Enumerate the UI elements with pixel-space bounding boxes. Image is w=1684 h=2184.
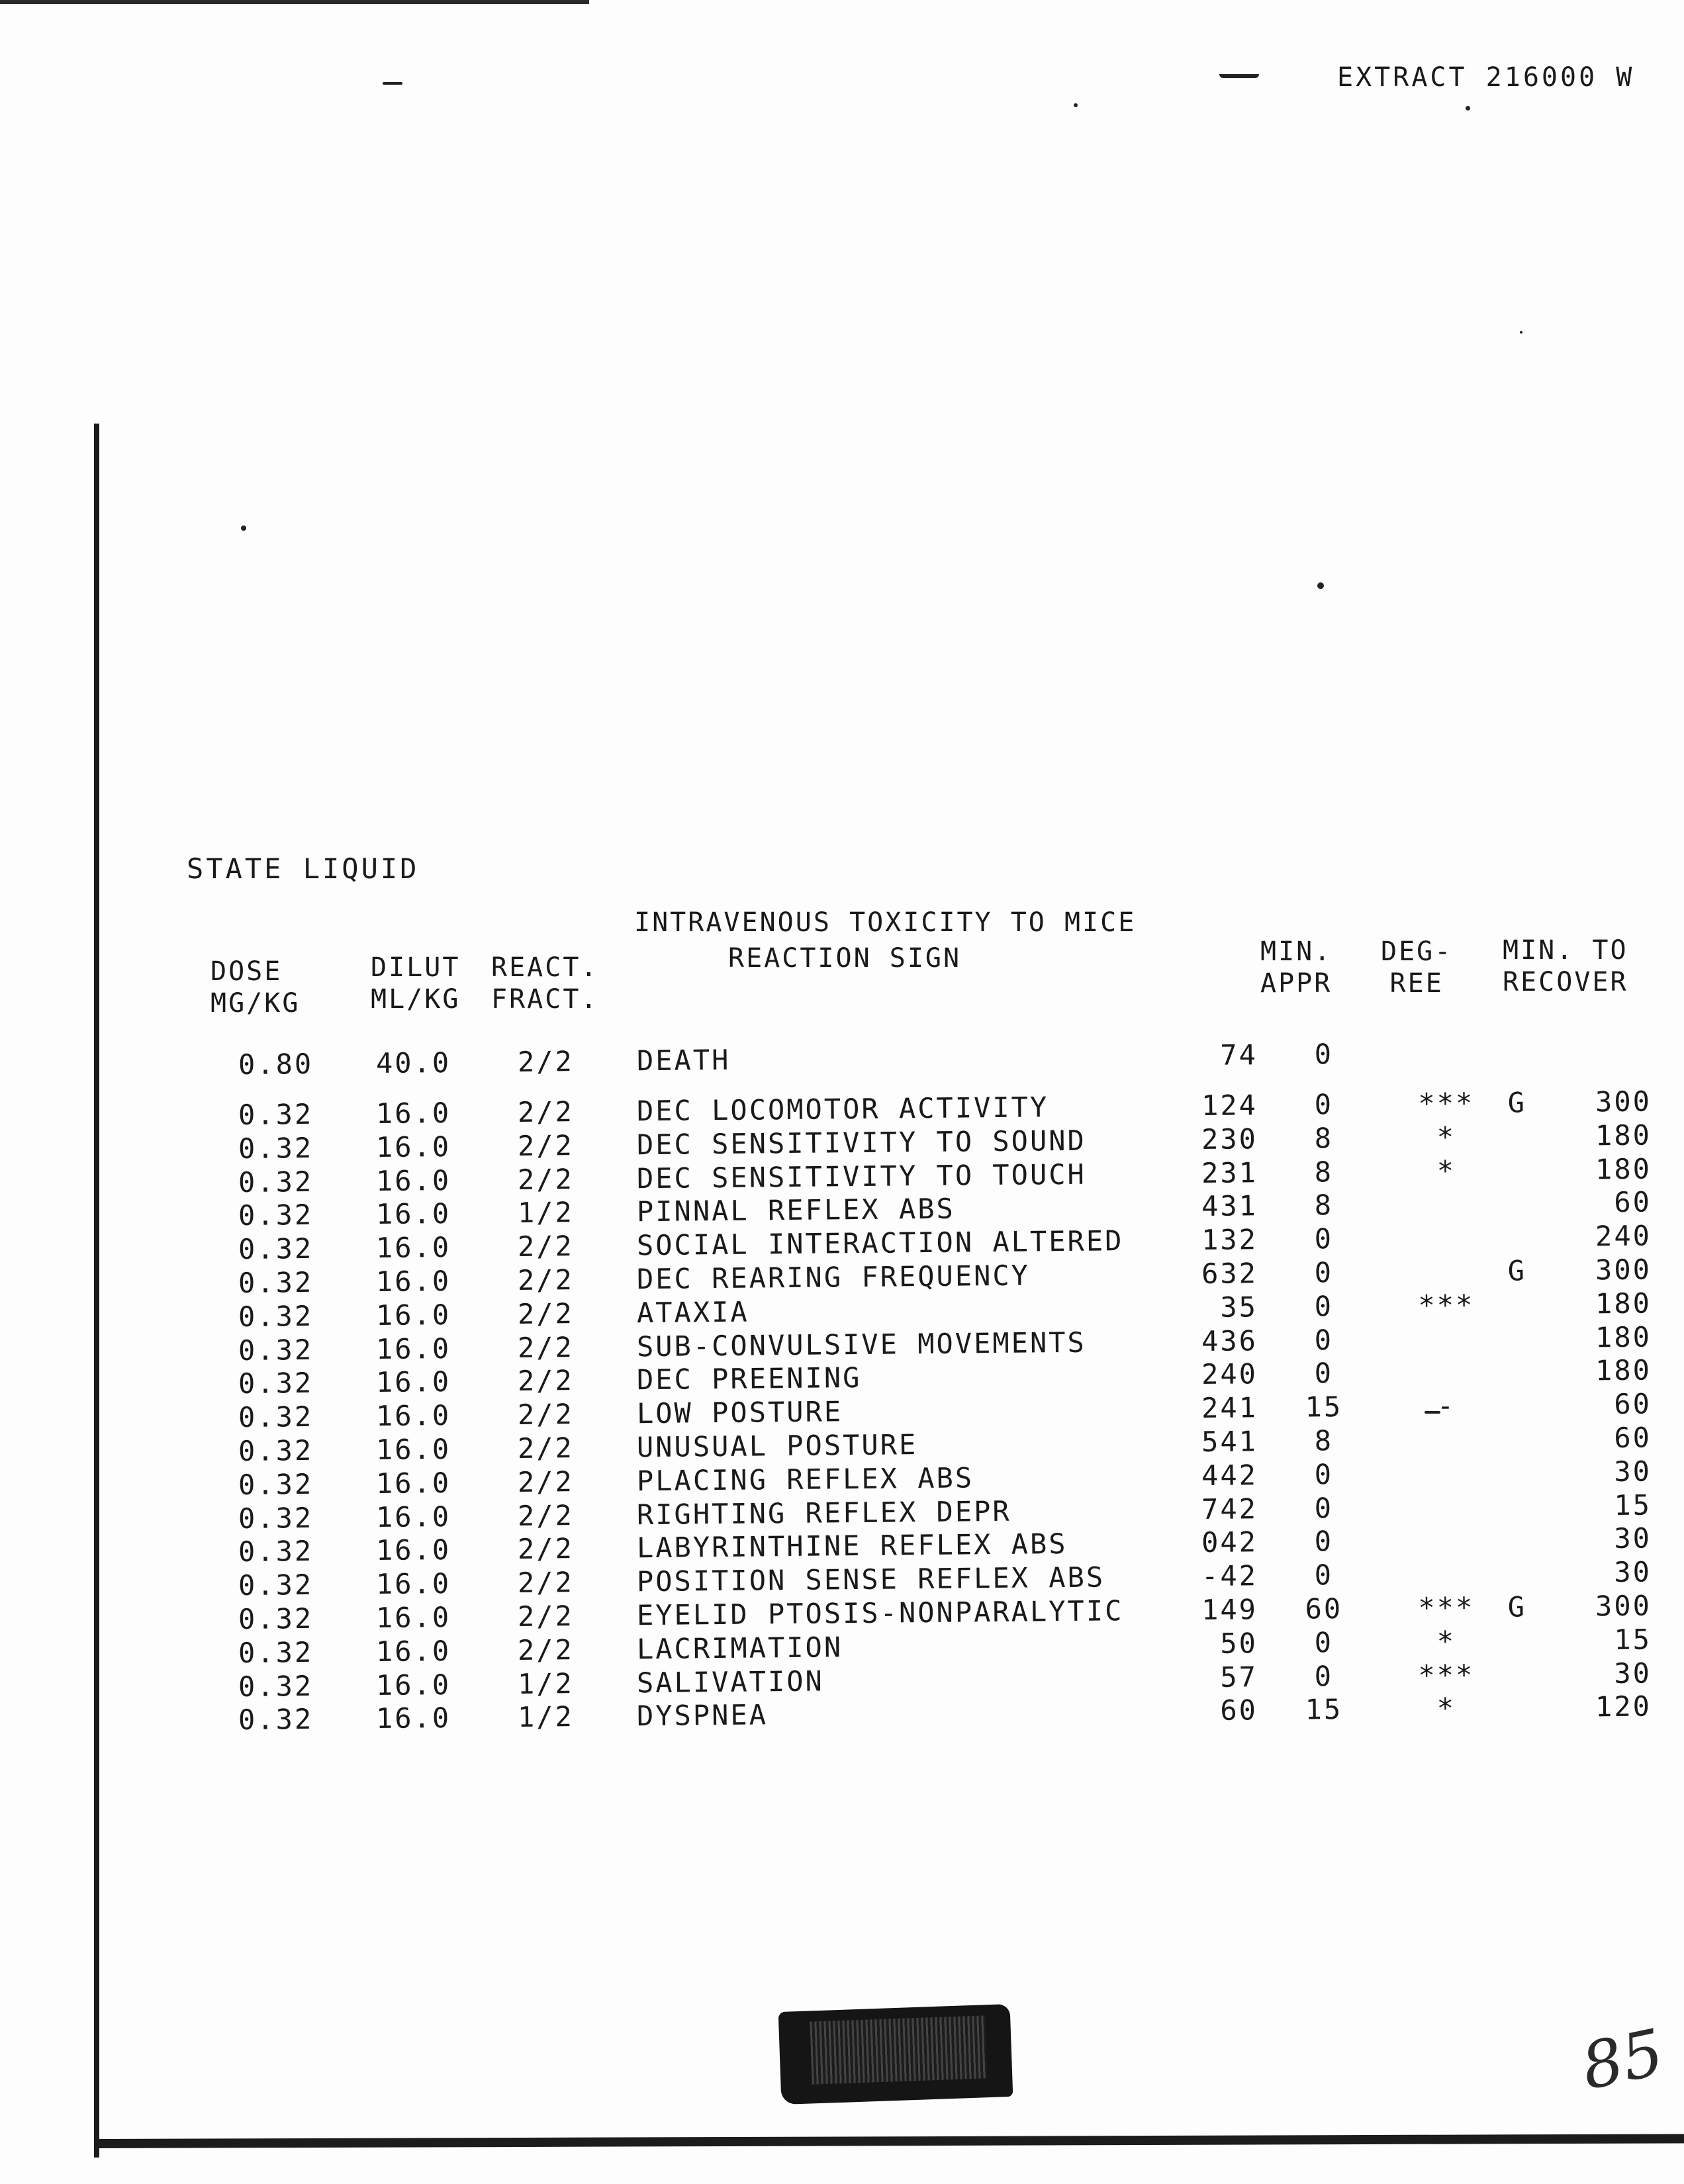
header-min-appr: MIN. APPR	[1260, 936, 1333, 999]
dose-cell: 0.80	[238, 1047, 314, 1081]
degree-cell: *	[1436, 1120, 1456, 1154]
reaction-sign-cell: SUB-CONVULSIVE MOVEMENTS	[636, 1326, 1087, 1363]
sign-code-cell: 241	[1201, 1391, 1258, 1425]
fraction-cell: 1/2	[517, 1196, 575, 1230]
min-recover-cell: 30	[1614, 1455, 1652, 1488]
min-recover-cell: 180	[1595, 1152, 1652, 1185]
sign-code-cell: 742	[1201, 1492, 1258, 1525]
min-recover-cell: 180	[1595, 1320, 1652, 1353]
dose-cell: 0.32	[238, 1467, 314, 1501]
min-appr-cell: 0	[1314, 1323, 1334, 1356]
scan-bottom-border	[99, 2134, 1684, 2148]
dilution-cell: 16.0	[375, 1365, 451, 1399]
scan-speck	[1317, 582, 1324, 589]
min-recover-cell: 30	[1614, 1522, 1652, 1555]
reaction-sign-cell: DEC PREENING	[636, 1361, 862, 1396]
min-appr-cell: 0	[1314, 1625, 1334, 1659]
fraction-cell: 2/2	[517, 1095, 575, 1128]
dilution-cell: 16.0	[375, 1533, 451, 1567]
fraction-cell: 2/2	[517, 1263, 575, 1297]
dose-cell: 0.32	[238, 1232, 314, 1266]
dilution-cell: 40.0	[375, 1046, 451, 1080]
sign-code-cell: -42	[1201, 1559, 1258, 1593]
degree-cell	[1397, 1355, 1496, 1356]
dilution-cell: 16.0	[375, 1197, 451, 1231]
min-recover-cell: 180	[1595, 1287, 1652, 1320]
fraction-cell: 2/2	[517, 1633, 575, 1666]
grade-flag-cell: G	[1507, 1254, 1527, 1287]
fraction-cell: 2/2	[517, 1600, 575, 1633]
reaction-sign-cell: DYSPNEA	[636, 1698, 769, 1733]
reaction-sign-cell: LACRIMATION	[636, 1631, 843, 1666]
min-appr-cell: 0	[1314, 1659, 1334, 1692]
min-appr-cell: 0	[1314, 1559, 1334, 1592]
dilution-cell: 16.0	[375, 1634, 451, 1668]
dose-cell: 0.32	[238, 1299, 314, 1333]
sign-code-cell: 57	[1220, 1660, 1258, 1694]
fraction-cell: 2/2	[517, 1128, 575, 1162]
fraction-cell: 2/2	[517, 1330, 575, 1364]
dose-cell: 0.32	[238, 1265, 314, 1299]
reaction-sign-cell: DEC SENSITIVITY TO TOUCH	[636, 1158, 1087, 1195]
reaction-sign-cell: DEC REARING FREQUENCY	[636, 1259, 1031, 1296]
degree-cell: *	[1436, 1625, 1456, 1658]
dose-cell: 0.32	[238, 1569, 314, 1602]
scan-mark	[383, 82, 402, 85]
min-appr-cell: 0	[1314, 1256, 1334, 1289]
sign-code-cell: 431	[1201, 1189, 1258, 1223]
fraction-cell: 2/2	[517, 1230, 575, 1263]
fraction-cell: 2/2	[517, 1498, 575, 1532]
min-appr-cell: 0	[1314, 1457, 1334, 1491]
min-appr-cell: 8	[1314, 1189, 1334, 1222]
sign-code-cell: 230	[1201, 1122, 1258, 1156]
dilution-cell: 16.0	[375, 1466, 451, 1500]
dose-cell: 0.32	[238, 1400, 314, 1434]
table-row	[0, 1034, 1684, 1083]
min-recover-cell: 30	[1614, 1555, 1652, 1589]
min-appr-cell: 0	[1314, 1222, 1334, 1255]
min-recover-cell: 240	[1595, 1219, 1652, 1253]
min-appr-cell: 0	[1314, 1525, 1334, 1558]
min-recover-cell: 300	[1595, 1253, 1652, 1287]
dilution-cell: 16.0	[375, 1298, 451, 1332]
extract-id: EXTRACT 216000 W	[1337, 62, 1635, 93]
sign-code-cell: 132	[1201, 1223, 1258, 1257]
handwritten-page-number: 85	[1575, 2015, 1670, 2105]
sign-code-cell: 231	[1201, 1156, 1258, 1189]
dose-cell: 0.32	[238, 1535, 314, 1569]
min-recover-cell: 60	[1614, 1421, 1652, 1455]
header-degree: DEG- REE	[1381, 936, 1453, 999]
dilution-cell: 16.0	[375, 1231, 451, 1265]
dilution-cell: 16.0	[375, 1163, 451, 1197]
sign-code-cell: 632	[1201, 1257, 1258, 1291]
min-recover-cell: 15	[1614, 1623, 1652, 1656]
dilution-cell: 16.0	[375, 1668, 451, 1702]
min-recover-cell: 300	[1595, 1589, 1652, 1623]
sign-code-cell: 240	[1201, 1357, 1258, 1391]
header-dilut: DILUT ML/KG	[371, 952, 461, 1015]
fraction-cell: 2/2	[517, 1532, 575, 1566]
min-appr-cell: 8	[1314, 1121, 1334, 1155]
fraction-cell: 2/2	[517, 1398, 575, 1432]
reaction-sign-cell: UNUSUAL POSTURE	[636, 1428, 918, 1464]
degree-cell: *	[1436, 1692, 1456, 1725]
sign-code-cell: 35	[1220, 1291, 1258, 1324]
min-appr-cell: 8	[1314, 1155, 1334, 1188]
min-recover-cell: 30	[1614, 1657, 1652, 1690]
scan-speck	[1520, 331, 1522, 334]
min-appr-cell: 0	[1314, 1038, 1334, 1071]
min-appr-cell: 8	[1314, 1424, 1334, 1457]
min-recover-cell: 300	[1595, 1085, 1652, 1118]
reaction-sign-cell: PINNAL REFLEX ABS	[636, 1192, 956, 1228]
header-dose: DOSE MG/KG	[210, 956, 301, 1019]
dilution-cell: 16.0	[375, 1567, 451, 1601]
min-recover-cell: 180	[1595, 1353, 1652, 1387]
scan-speck	[1466, 106, 1470, 111]
dose-cell: 0.32	[238, 1669, 314, 1703]
redaction-texture	[810, 2015, 987, 2084]
sign-code-cell: 436	[1201, 1324, 1258, 1357]
sign-code-cell: 50	[1220, 1627, 1258, 1660]
degree-cell	[1397, 1221, 1496, 1222]
reaction-sign-cell: RIGHTING REFLEX DEPR	[636, 1494, 1011, 1531]
fraction-cell: 2/2	[517, 1465, 575, 1498]
fraction-cell: 2/2	[517, 1297, 575, 1330]
dilution-cell: 16.0	[375, 1264, 451, 1298]
degree-cell: ***	[1418, 1087, 1475, 1120]
min-appr-cell: 15	[1305, 1693, 1343, 1726]
sign-code-cell: 541	[1201, 1425, 1258, 1459]
sign-code-cell: 74	[1220, 1038, 1258, 1071]
sign-code-cell: 442	[1201, 1459, 1258, 1492]
min-recover-cell: 60	[1614, 1387, 1652, 1421]
dilution-cell: 16.0	[375, 1500, 451, 1533]
min-recover-cell: 120	[1595, 1690, 1652, 1723]
min-recover-cell: 60	[1614, 1185, 1652, 1219]
reaction-sign-cell: PLACING REFLEX ABS	[636, 1461, 974, 1498]
reaction-sign-cell: LABYRINTHINE REFLEX ABS	[636, 1527, 1068, 1565]
reaction-sign-cell: POSITION SENSE REFLEX ABS	[636, 1561, 1105, 1598]
reaction-sign-cell: DEC LOCOMOTOR ACTIVITY	[636, 1091, 1049, 1128]
min-recover-cell: 15	[1614, 1488, 1652, 1522]
min-appr-cell: 0	[1314, 1357, 1334, 1390]
degree-cell	[1397, 1187, 1496, 1188]
dilution-cell: 16.0	[375, 1332, 451, 1365]
scan-speck	[241, 525, 246, 531]
header-min-recover: MIN. TO RECOVER	[1503, 935, 1628, 997]
reaction-sign-cell: LOW POSTURE	[636, 1395, 843, 1430]
min-appr-cell: 0	[1314, 1491, 1334, 1524]
dose-cell: 0.32	[238, 1199, 314, 1232]
dose-cell: 0.32	[238, 1501, 314, 1535]
degree-cell: -	[1436, 1389, 1456, 1422]
fraction-cell: 2/2	[517, 1162, 575, 1196]
dose-cell: 0.32	[238, 1131, 314, 1165]
min-recover-cell	[1575, 1035, 1652, 1036]
dilution-cell: 16.0	[375, 1702, 451, 1735]
scan-mark	[1219, 74, 1259, 78]
degree-cell: ***	[1418, 1288, 1475, 1322]
degree-cell: ***	[1418, 1591, 1475, 1624]
table-title: INTRAVENOUS TOXICITY TO MICE	[634, 907, 1137, 938]
reaction-sign-cell: DEATH	[636, 1043, 731, 1077]
reaction-sign-cell: ATAXIA	[636, 1295, 749, 1330]
dose-cell: 0.32	[238, 1602, 314, 1635]
dilution-cell: 16.0	[375, 1399, 451, 1433]
sign-code-cell: 042	[1201, 1525, 1258, 1559]
fraction-cell: 1/2	[517, 1700, 575, 1734]
degree-cell	[1397, 1557, 1496, 1558]
fraction-cell: 2/2	[517, 1045, 575, 1078]
min-appr-cell: 15	[1305, 1390, 1343, 1424]
degree-cell: *	[1436, 1154, 1456, 1187]
degree-cell	[1397, 1036, 1496, 1037]
reaction-sign-cell: EYELID PTOSIS-NONPARALYTIC	[636, 1594, 1124, 1632]
fraction-cell: 1/2	[517, 1666, 575, 1700]
grade-flag-cell: G	[1507, 1086, 1527, 1119]
dose-cell: 0.32	[238, 1703, 314, 1737]
dilution-cell: 16.0	[375, 1600, 451, 1635]
grade-flag-cell: G	[1507, 1590, 1527, 1623]
dose-cell: 0.32	[238, 1333, 314, 1367]
dose-cell: 0.32	[238, 1367, 314, 1400]
state-label: STATE LIQUID	[187, 852, 420, 885]
degree-cell: ***	[1418, 1658, 1475, 1692]
scan-top-edge	[0, 0, 589, 4]
min-recover-cell: 180	[1595, 1118, 1652, 1152]
dose-cell: 0.32	[238, 1635, 314, 1669]
dose-cell: 0.32	[238, 1097, 314, 1131]
reaction-sign-cell: SOCIAL INTERACTION ALTERED	[636, 1224, 1124, 1262]
fraction-cell: 2/2	[517, 1432, 575, 1465]
header-reaction-sign: REACTION SIGN	[728, 943, 962, 974]
dilution-cell: 16.0	[375, 1096, 451, 1130]
reaction-sign-cell: SALIVATION	[636, 1664, 825, 1699]
sign-code-cell: 124	[1201, 1089, 1258, 1122]
header-react-fract: REACT. FRACT.	[491, 952, 599, 1015]
scan-speck	[1074, 103, 1078, 107]
fraction-cell: 2/2	[517, 1364, 575, 1398]
dose-cell: 0.32	[238, 1433, 314, 1467]
min-appr-cell: 0	[1314, 1289, 1334, 1323]
sign-code-cell: 60	[1220, 1694, 1258, 1727]
dilution-cell: 16.0	[375, 1432, 451, 1467]
min-appr-cell: 0	[1314, 1088, 1334, 1121]
fraction-cell: 2/2	[517, 1566, 575, 1600]
reaction-sign-cell: DEC SENSITIVITY TO SOUND	[636, 1124, 1087, 1161]
sign-code-cell: 149	[1201, 1593, 1258, 1627]
dilution-cell: 16.0	[375, 1130, 451, 1163]
min-appr-cell: 60	[1305, 1592, 1343, 1625]
dose-cell: 0.32	[238, 1165, 314, 1199]
